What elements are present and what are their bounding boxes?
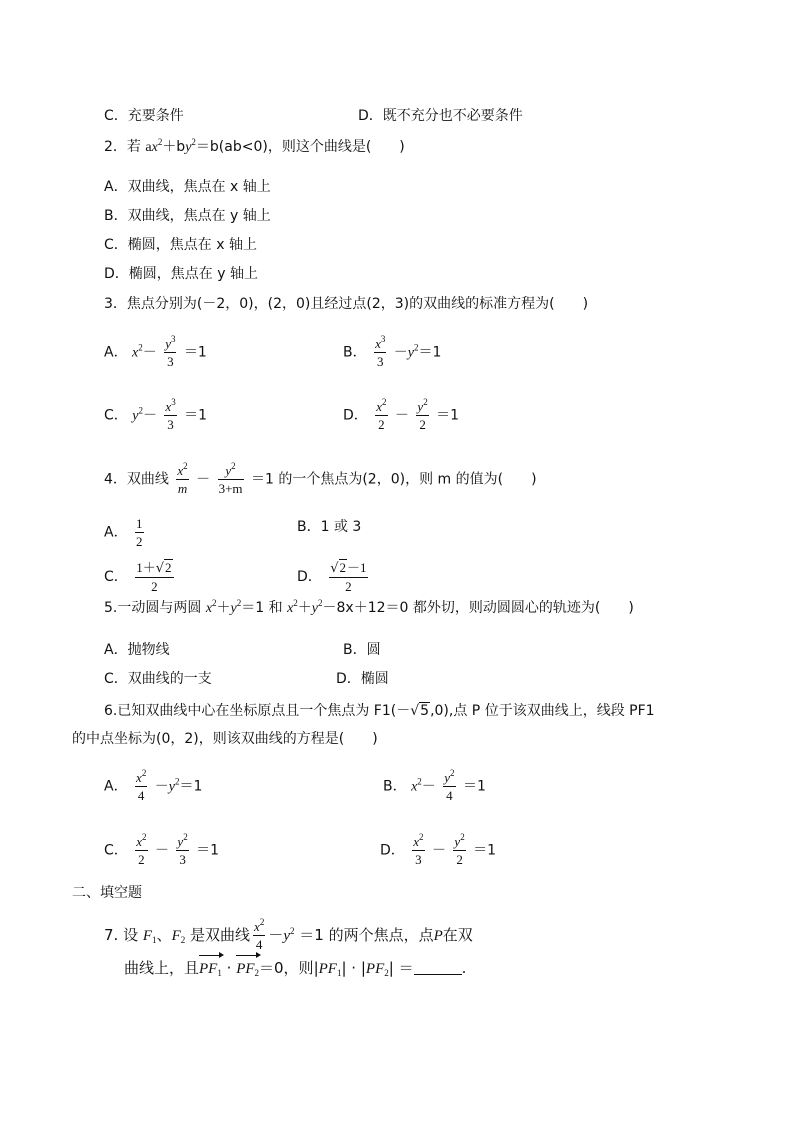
- q1-option-d: D．既不充分也不必要条件: [358, 108, 523, 124]
- fraction: $\frac{y^2}{2}$: [454, 832, 465, 867]
- q6-stem-line2: 的中点坐标为(0，2)，则该双曲线的方程是( ): [72, 731, 378, 747]
- q6-option-c: C． $\frac{x^2}{2}$ － $\frac{y^2}{3}$ ＝1: [104, 832, 220, 867]
- q7-stem-line2: 曲线上，且$PF_1 \cdot PF_2=0$，则$|PF_1| \cdot |PF_2|$ ＝ .: [124, 959, 467, 978]
- q5-option-d: D．椭圆: [336, 671, 389, 687]
- fraction: $\frac{y^2}{4}$: [444, 768, 455, 803]
- q4-option-c: C． $\frac{1+√2}{2}$: [104, 560, 172, 594]
- fraction: $\frac{x^2}{2}$: [136, 832, 147, 867]
- fraction: $\frac{y^2}{3}$: [177, 832, 188, 867]
- fraction: $\frac{x^2}{3}$: [413, 832, 424, 867]
- q5-stem: 5.一动圆与两圆 $x^2+y^2=1$ 和 $x^2+y^2-8x+12=0$ 都外切，则动圆圆心的轨迹为( ): [104, 598, 634, 616]
- q2-option-c: C．椭圆，焦点在 x 轴上: [104, 237, 257, 253]
- fraction: $\frac{x^2}{m}$: [177, 461, 188, 496]
- q4-option-b: B．1 或 3: [297, 519, 362, 535]
- fraction: $\frac{y^2}{2}$: [417, 397, 428, 432]
- q3-option-b: B． $\frac{x^3}{3}$ $-y^2=1$: [343, 334, 442, 369]
- q7-stem-line1: 7. 设 $F_1$、$F_2$ 是双曲线 $\frac{x^2}{4}$ $-y^2 =1$ 的两个焦点，点P在双: [104, 917, 473, 952]
- q3-stem: 3．焦点分别为(－2，0)，(2，0)且经过点(2，3)的双曲线的标准方程为( ): [104, 296, 589, 312]
- fraction: $\frac{√2-1}{2}$: [330, 560, 367, 594]
- fraction: $\frac{x^3}{3}$: [375, 334, 386, 369]
- q3-option-d: D． $\frac{x^2}{2}$ － $\frac{y^2}{2}$ ＝1: [343, 397, 460, 432]
- fraction: $\frac{y^3}{3}$: [165, 334, 176, 369]
- q2-option-b: B．双曲线，焦点在 y 轴上: [104, 208, 271, 224]
- q3-option-c: C． $y^2-$ $\frac{x^3}{3}$ ＝1: [104, 397, 208, 432]
- vector-pf2: $PF_2$: [236, 958, 259, 979]
- answer-blank[interactable]: [414, 960, 462, 975]
- q1-option-c: C．充要条件: [104, 108, 184, 124]
- q5-option-b: B．圆: [343, 642, 381, 658]
- q3-option-a: A． $x^2-$ $\frac{y^3}{3}$ ＝1: [104, 334, 207, 369]
- fraction: $\frac{y^2}{3+m}$: [218, 461, 243, 496]
- section-title-fill-in: 二、填空题: [72, 885, 142, 901]
- q2-stem: 2．若 $ax^2+by^2=b(ab<0)$，则这个曲线是( ): [104, 137, 405, 155]
- q6-option-b: B． $x^2-$ $\frac{y^2}{4}$ ＝1: [383, 768, 486, 803]
- fraction: $\frac{1+√2}{2}$: [136, 560, 172, 594]
- q6-stem-line1: 6.已知双曲线中心在坐标原点且一个焦点为 F1(－√5,0),点 P 位于该双曲线上，线段 PF1: [104, 703, 655, 719]
- fraction: $\frac{x^2}{4}$: [136, 768, 147, 803]
- q2-option-a: A．双曲线，焦点在 x 轴上: [104, 179, 271, 195]
- fraction: $\frac{x^2}{4}$: [254, 917, 265, 952]
- fraction: $\frac{x^3}{3}$: [165, 397, 176, 432]
- q6-option-a: A． $\frac{x^2}{4}$ $-y^2=1$: [104, 768, 203, 803]
- q4-stem: 4．双曲线 $\frac{x^2}{m}$ － $\frac{y^2}{3+m}$ ＝1 的一个焦点为(2，0)，则 m 的值为( ): [104, 461, 537, 496]
- q4-option-a: A． $\frac{1}{2}$: [104, 516, 143, 549]
- q6-option-d: D． $\frac{x^2}{3}$ － $\frac{y^2}{2}$ ＝1: [380, 832, 497, 867]
- q2-option-d: D．椭圆，焦点在 y 轴上: [104, 266, 258, 282]
- q5-option-c: C．双曲线的一支: [104, 671, 212, 687]
- fraction: $\frac{x^2}{2}$: [376, 397, 387, 432]
- fraction: $\frac{1}{2}$: [136, 516, 143, 549]
- q5-option-a: A．抛物线: [104, 642, 170, 658]
- vector-pf1: $PF_1$: [199, 958, 222, 979]
- q4-option-d: D． $\frac{√2-1}{2}$: [297, 560, 367, 594]
